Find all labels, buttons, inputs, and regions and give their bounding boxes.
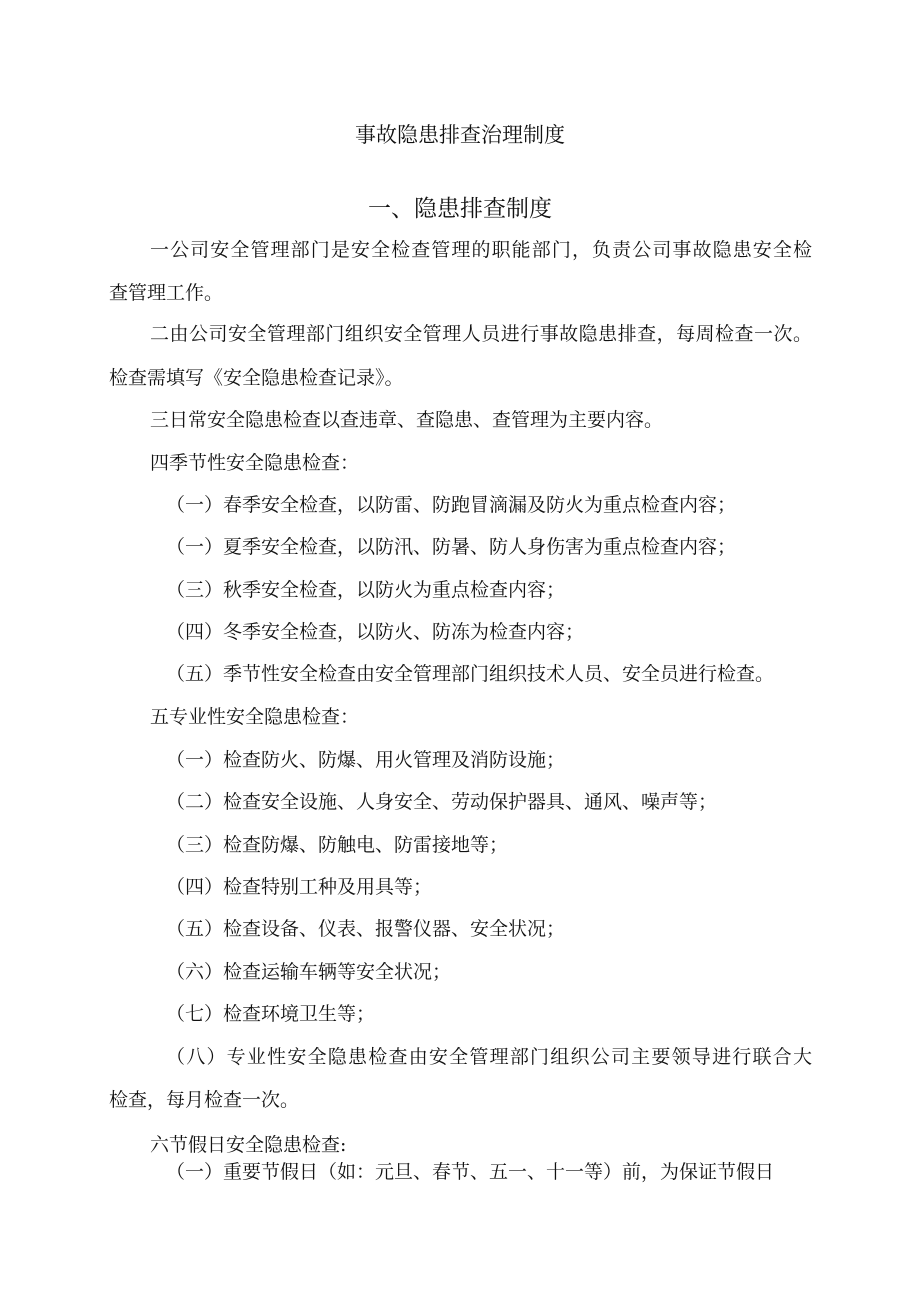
list-item: （三）检查防爆、防触电、防雷接地等； [166, 834, 509, 856]
paragraph-line: 二由公司安全管理部门组织安全管理人员进行事故隐患排查，每周检查一次。 [150, 323, 812, 345]
section-heading: 一、隐患排查制度 [368, 196, 552, 222]
list-item: （一）春季安全检查，以防雷、防跑冒滴漏及防火为重点检查内容； [166, 494, 737, 516]
paragraph-line: 检查需填写《安全隐患检查记录》。 [109, 367, 404, 389]
paragraph-line: 四季节性安全隐患检查： [150, 452, 360, 474]
paragraph-line: 三日常安全隐患检查以查违章、查隐患、查管理为主要内容。 [150, 409, 664, 431]
list-item: （二）检查安全设施、人身安全、劳动保护器具、通风、噪声等； [166, 791, 718, 813]
list-item: （五）检查设备、仪表、报警仪器、安全状况； [166, 918, 566, 940]
list-item: （六）检查运输车辆等安全状况； [166, 961, 452, 983]
document-title: 事故隐患排查治理制度 [355, 123, 565, 147]
list-item: （八）专业性安全隐患检查由安全管理部门组织公司主要领导进行联合大 [166, 1046, 812, 1068]
paragraph-line: 六节假日安全隐患检查: [150, 1134, 347, 1156]
list-item: （三）秋季安全检查，以防火为重点检查内容； [166, 579, 566, 601]
list-item: （一）检查防火、防爆、用火管理及消防设施； [166, 749, 566, 771]
paragraph-line: 查管理工作。 [109, 282, 224, 304]
list-item: （一）夏季安全检查，以防汛、防暑、防人身伤害为重点检查内容； [166, 536, 737, 558]
list-item: （七）检查环境卫生等； [166, 1003, 376, 1025]
list-item: （四）冬季安全检查，以防火、防冻为检查内容； [166, 621, 585, 643]
paragraph-line: 一公司安全管理部门是安全检查管理的职能部门，负责公司事故隐患安全检 [150, 239, 812, 261]
paragraph-line: 检查，每月检查一次。 [109, 1089, 300, 1111]
list-item: （一）重要节假日（如：元旦、春节、五一、十一等）前，为保证节假日 [166, 1161, 775, 1183]
paragraph-line: 五专业性安全隐患检查： [150, 706, 360, 728]
list-item: （五）季节性安全检查由安全管理部门组织技术人员、安全员进行检查。 [166, 663, 775, 685]
list-item: （四）检查特别工种及用具等； [166, 876, 433, 898]
